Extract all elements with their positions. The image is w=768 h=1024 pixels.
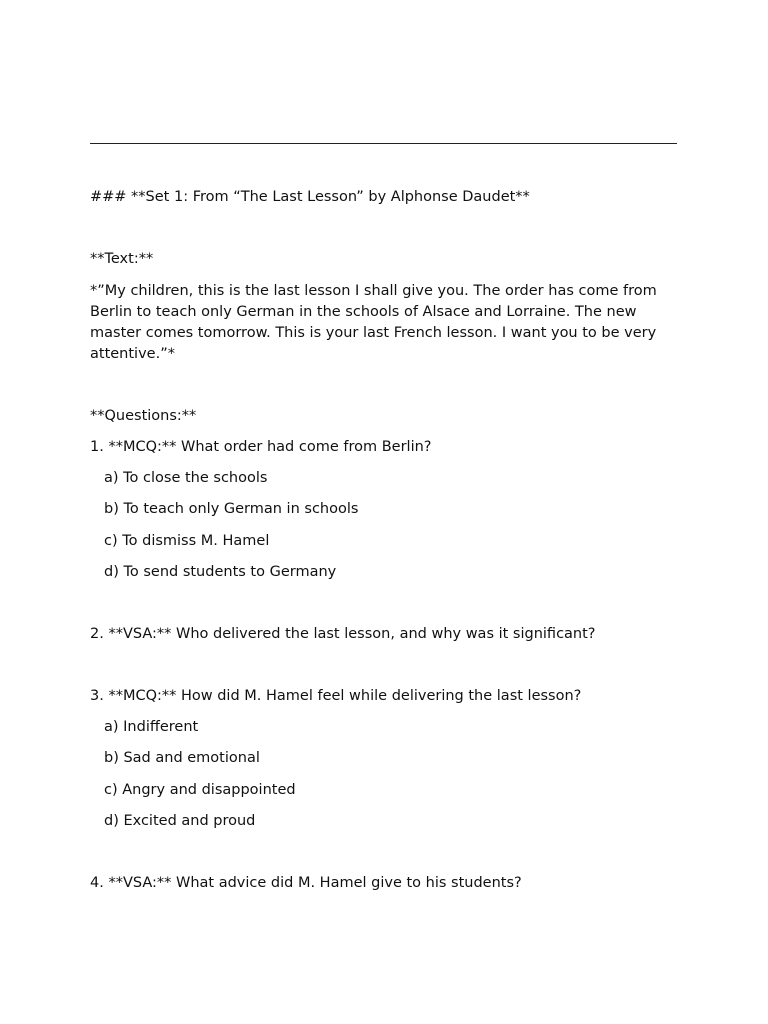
question-3-option-b: b) Sad and emotional <box>104 750 260 766</box>
passage-text: *”My children, this is the last lesson I shall give you. The order has come from Berlin to teach only German in the schools of Alsace and Lorraine. The new master comes tomorrow. This is your last French lesson. I want you to be very attentive.”* <box>90 283 657 362</box>
question-3-option-d: d) Excited and proud <box>104 813 256 829</box>
set-heading: ### **Set 1: From “The Last Lesson” by Alphonse Daudet** <box>90 189 530 205</box>
question-1-option-c: c) To dismiss M. Hamel <box>104 533 270 549</box>
text-label: **Text:** <box>90 251 154 267</box>
horizontal-rule <box>90 143 677 144</box>
question-3-option-a: a) Indifferent <box>104 719 199 735</box>
question-3: 3. **MCQ:** How did M. Hamel feel while delivering the last lesson? <box>90 688 582 704</box>
question-1-option-d: d) To send students to Germany <box>104 564 337 580</box>
question-4: 4. **VSA:** What advice did M. Hamel give to his students? <box>90 875 522 891</box>
question-1-option-b: b) To teach only German in schools <box>104 501 359 517</box>
question-2: 2. **VSA:** Who delivered the last lesson, and why was it significant? <box>90 626 596 642</box>
question-1-option-a: a) To close the schools <box>104 470 268 486</box>
question-3-option-c: c) Angry and disappointed <box>104 782 296 798</box>
questions-label: **Questions:** <box>90 408 197 424</box>
question-1: 1. **MCQ:** What order had come from Berlin? <box>90 439 432 455</box>
